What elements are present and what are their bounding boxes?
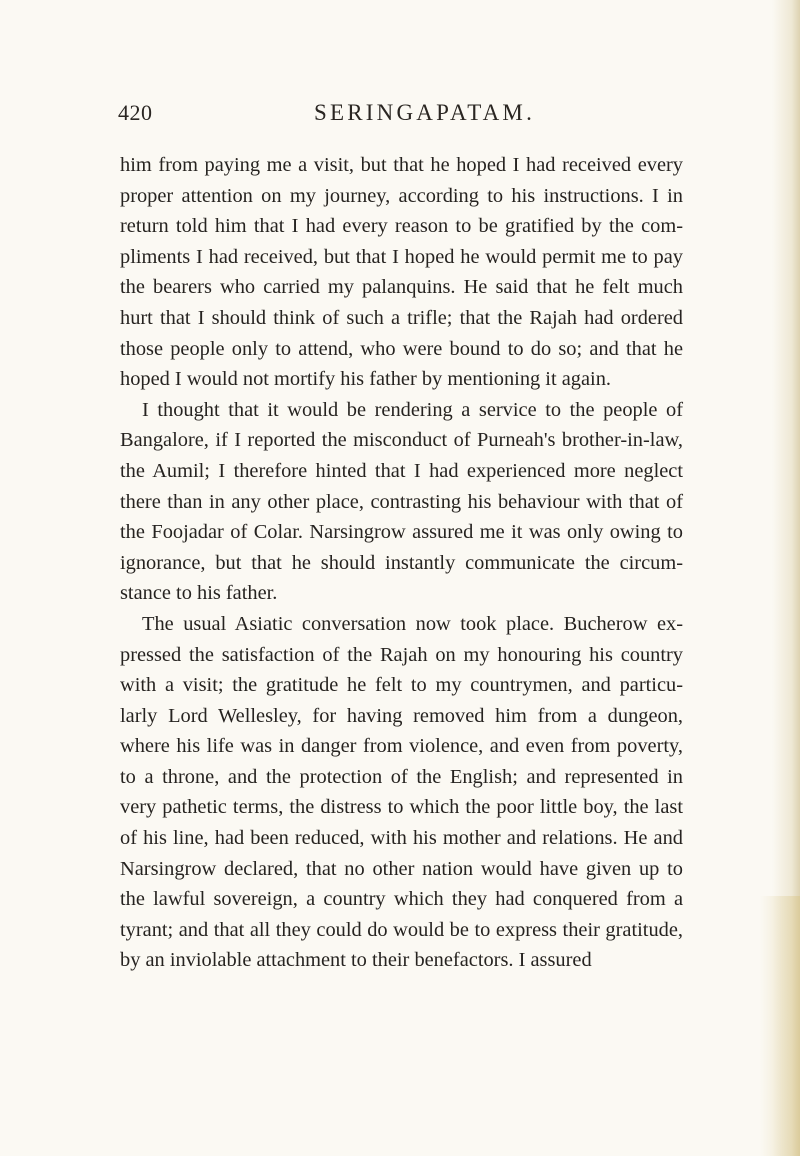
running-head: SERINGAPATAM.: [314, 100, 536, 125]
page-header: [118, 100, 678, 136]
paragraph-1: him from paying me a visit, but that he hoped I had received every proper attention on my journey, according to his instructions. I in return told him that I had every reason to be gratified by the com- pliments I had received, but that I hoped he would permit me to pay the bearers who carried my palanquins. He said that he felt much hurt that I should think of such a trifle; that the Rajah had ordered those people only to attend, who were bound to do so; and that he hoped I would not mortify his father by mentioning it again.: [120, 154, 683, 391]
paragraph-3: The usual Asiatic conversation now took place. Bucherow ex- pressed the satisfaction of the Rajah on my honouring his country with a visit; the gratitude he felt to my countrymen, and particu- larly Lord Wellesley, for having removed him from a dungeon, where his life was in danger from violence, and even from poverty, to a throne, and the protection of the English; and represented in very pathetic terms, the distress to which the poor little boy, the last of his line, had been reduced, with his mother and relations. He and Narsingrow declared, that no other nation would have given up to the lawful sovereign, a country which they had conquered from a tyrant; and that all they could do would be to express their gratitude, by an inviolable attachment to their benefactors. I assured: [120, 612, 683, 972]
page-edge-stain: [760, 896, 800, 1156]
body-text: [120, 150, 683, 976]
paragraph-2: I thought that it would be rendering a service to the people of Bangalore, if I reported the misconduct of Purneah's brother-in-law, the Aumil; I therefore hinted that I had experienced more neglect there than in any other place, contrasting his behaviour with that of the Foojadar of Colar. Narsingrow assured me it was only owing to ignorance, but that he should instantly communicate the circum- stance to his father.: [120, 398, 683, 605]
page-number: 420: [118, 100, 153, 125]
